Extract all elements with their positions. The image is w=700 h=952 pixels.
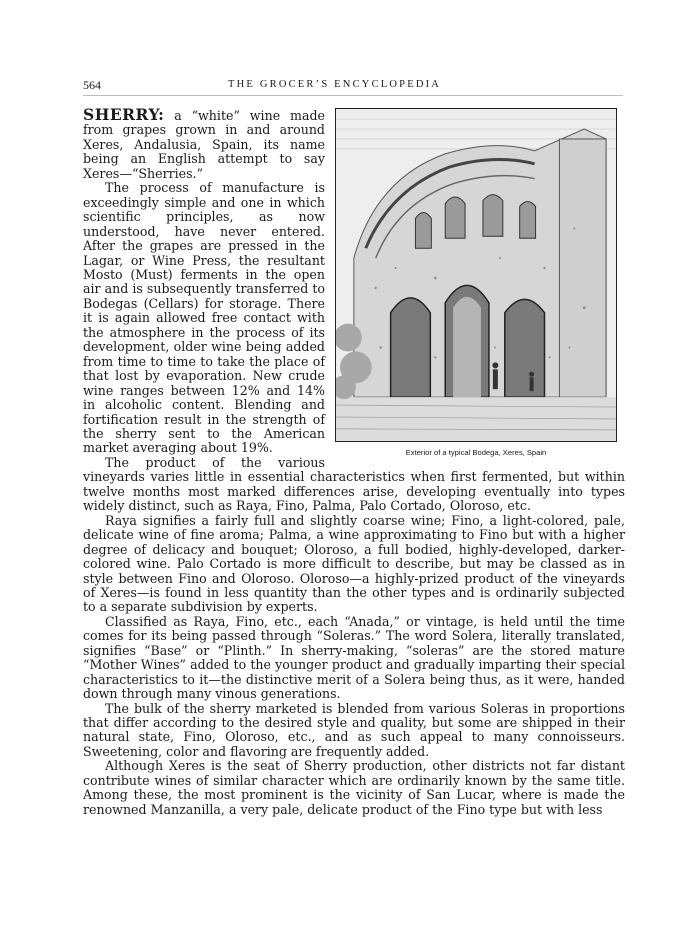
paragraph-2: The process of manufacture is exceedingly simple and one in which scientific principles, as now understood, have never entered. After the grapes are pressed in the Lagar, or Wine Press, the resultant Mosto (Must) ferments in the open air and is subsequently transferred to Bodegas (Cellars) for storage. There it is again allowed free contact with the atmosphere in the process of its development, older wine being added from time to time to take the place of that lost by evaporation. New crude wine ranges between 12% and 14% in alcoholic content. Blending and fortification result in the strength of the sherry sent to the American market averaging about 19%. [83, 180, 325, 456]
bodega-engraving [335, 108, 617, 442]
article-body [83, 105, 625, 817]
page-number: 564 [83, 78, 101, 92]
paragraph-7: Although Xeres is the seat of Sherry production, other districts not far distant contribute wines of similar character which are ordinarily known by the same title. Among these, the most prominent is the vicinity of San Lucar, where is made the renowned Manzanilla, a very pale, delicate product of the Fino type but with less [83, 758, 625, 817]
headword: SHERRY: [83, 105, 165, 124]
paragraph-5: Classified as Raya, Fino, etc., each “Anada,” or vintage, is held until the time comes for its being passed through “Soleras.” The word Solera, literally translated, signifies “Base” or “Plinth.” In sherry-making, “soleras” are the stored mature “Mother Wines” added to the younger product and gradually imparting their special characteristics to it—the distinctive merit of a Solera being thus, as it were, handed down through many vinous generations. [83, 613, 625, 702]
paragraph-3: The product of the various vineyards varies little in essential characteristics when first fermented, but within twelve months most marked differences arise, developing eventually into types widely distinct, such as Raya, Fino, Palma, Palo Cortado, Oloroso, etc. [83, 454, 625, 514]
page-header [83, 78, 623, 96]
header-rule [83, 95, 623, 96]
running-head: THE GROCER’S ENCYCLOPEDIA [228, 79, 442, 90]
figure-caption: Exterior of a typical Bodega, Xeres, Spain [405, 448, 547, 457]
paragraph-1-text: a “white” wine made from grapes grown in and around Xeres, Andalusia, Spain, its name being an English attempt to say Xeres—“Sherries.” [83, 108, 325, 181]
paragraph-6: The bulk of the sherry marketed is blended from various Soleras in proportions that differ according to the desired style and quality, but some are shipped in their natural state, Fino, Oloroso, etc., and as such appeal to many connoisseurs. Sweetening, color and flavoring are frequently added. [83, 700, 625, 759]
bodega-figure [335, 108, 625, 465]
paragraph-4: Raya signifies a fairly full and slightly coarse wine; Fino, a light-colored, pale, delicate wine of fine aroma; Palma, a wine approximating to Fino but with a higher degree of delicacy and bouquet; Oloroso, a full bodied, highly-developed, darker-colored wine. Palo Cortado is more difficult to describe, but may be classed as in style between Fino and Oloroso. Oloroso—a highly-prized product of the vineyards of Xeres—is found in less quantity than the other types and is ordinarily subjected to a separate subdivision by experts. [83, 512, 625, 615]
